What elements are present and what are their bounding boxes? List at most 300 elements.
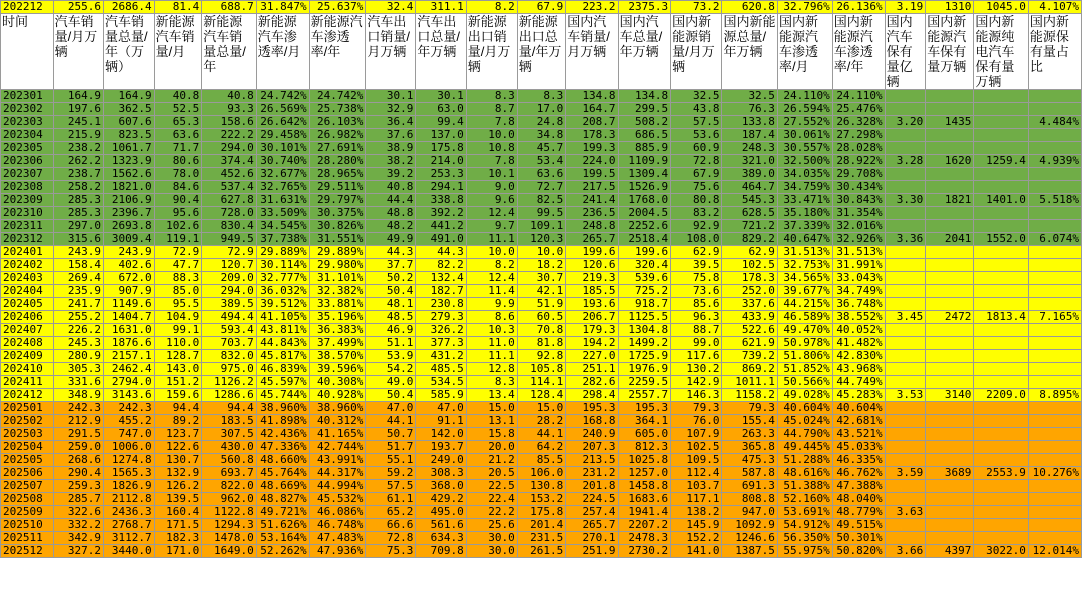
table-cell[interactable]: 122.6 bbox=[154, 441, 202, 454]
table-cell[interactable]: 49.445% bbox=[777, 441, 832, 454]
table-cell[interactable]: 238.2 bbox=[53, 142, 103, 155]
table-cell[interactable]: 607.6 bbox=[103, 116, 154, 129]
table-cell[interactable]: 305.3 bbox=[53, 363, 103, 376]
table-cell[interactable]: 3.20 bbox=[885, 116, 926, 129]
table-cell[interactable]: 45.283% bbox=[832, 389, 885, 402]
table-cell[interactable]: 95.6 bbox=[154, 207, 202, 220]
table-cell[interactable]: 2259.5 bbox=[618, 376, 671, 389]
table-cell[interactable]: 30.843% bbox=[832, 194, 885, 207]
table-cell[interactable]: 50.301% bbox=[832, 532, 885, 545]
table-cell[interactable]: 452.6 bbox=[202, 168, 257, 181]
table-cell[interactable]: 44.749% bbox=[832, 376, 885, 389]
table-cell[interactable]: 269.4 bbox=[53, 272, 103, 285]
table-cell[interactable]: 1725.9 bbox=[618, 350, 671, 363]
table-cell[interactable]: 92.8 bbox=[517, 350, 565, 363]
table-cell[interactable]: 25.476% bbox=[832, 103, 885, 116]
table-cell[interactable]: 103.7 bbox=[671, 480, 722, 493]
table-cell[interactable]: 227.0 bbox=[566, 350, 618, 363]
table-cell[interactable]: 182.3 bbox=[154, 532, 202, 545]
table-cell[interactable]: 32.9 bbox=[366, 103, 416, 116]
table-cell[interactable]: 8.7 bbox=[466, 103, 517, 116]
table-cell[interactable]: 81.4 bbox=[154, 1, 202, 14]
table-cell[interactable]: 199.5 bbox=[566, 168, 618, 181]
table-cell[interactable]: 342.9 bbox=[53, 532, 103, 545]
table-cell[interactable]: 537.4 bbox=[202, 181, 257, 194]
table-cell[interactable] bbox=[885, 220, 926, 233]
table-cell[interactable]: 42.681% bbox=[832, 415, 885, 428]
table-cell[interactable]: 137.0 bbox=[416, 129, 466, 142]
table-cell[interactable]: 1458.8 bbox=[618, 480, 671, 493]
table-cell[interactable]: 1309.4 bbox=[618, 168, 671, 181]
table-cell[interactable]: 178.3 bbox=[722, 272, 777, 285]
table-cell[interactable]: 1259.4 bbox=[974, 155, 1029, 168]
table-cell[interactable] bbox=[885, 428, 926, 441]
table-cell[interactable]: 123.7 bbox=[154, 428, 202, 441]
table-cell[interactable]: 12.8 bbox=[466, 363, 517, 376]
table-cell[interactable]: 32.382% bbox=[309, 285, 366, 298]
table-cell[interactable]: 50.978% bbox=[777, 337, 832, 350]
table-cell[interactable]: 54.2 bbox=[366, 363, 416, 376]
table-cell[interactable]: 907.9 bbox=[103, 285, 154, 298]
table-cell[interactable]: 45.597% bbox=[256, 376, 309, 389]
table-cell[interactable]: 37.738% bbox=[256, 233, 309, 246]
table-cell[interactable]: 491.0 bbox=[416, 233, 466, 246]
table-cell[interactable]: 24.742% bbox=[256, 90, 309, 103]
table-cell[interactable]: 71.7 bbox=[154, 142, 202, 155]
table-cell[interactable]: 21.2 bbox=[466, 454, 517, 467]
table-cell[interactable]: 80.8 bbox=[671, 194, 722, 207]
table-cell[interactable]: 441.2 bbox=[416, 220, 466, 233]
table-cell[interactable]: 5.518% bbox=[1028, 194, 1081, 207]
table-cell[interactable]: 47.0 bbox=[416, 402, 466, 415]
table-cell[interactable] bbox=[885, 168, 926, 181]
table-cell[interactable]: 76.3 bbox=[722, 103, 777, 116]
table-cell[interactable]: 433.9 bbox=[722, 311, 777, 324]
table-cell[interactable]: 38.570% bbox=[309, 350, 366, 363]
table-cell[interactable]: 522.6 bbox=[722, 324, 777, 337]
table-cell[interactable]: 1631.0 bbox=[103, 324, 154, 337]
table-cell[interactable] bbox=[974, 506, 1029, 519]
table-cell[interactable]: 294.1 bbox=[416, 181, 466, 194]
table-cell[interactable]: 104.9 bbox=[154, 311, 202, 324]
table-cell[interactable]: 39.5 bbox=[671, 259, 722, 272]
table-cell[interactable]: 44.317% bbox=[309, 467, 366, 480]
table-cell[interactable] bbox=[1028, 285, 1081, 298]
table-cell[interactable]: 242.3 bbox=[103, 402, 154, 415]
table-cell[interactable]: 2436.3 bbox=[103, 506, 154, 519]
table-cell[interactable]: 42.830% bbox=[832, 350, 885, 363]
table-cell[interactable]: 1304.8 bbox=[618, 324, 671, 337]
table-cell[interactable]: 7.165% bbox=[1028, 311, 1081, 324]
table-cell[interactable]: 51.7 bbox=[366, 441, 416, 454]
table-cell[interactable]: 47.336% bbox=[256, 441, 309, 454]
column-header-cell[interactable]: 新能源出口总量/年万辆 bbox=[517, 14, 565, 90]
table-cell[interactable]: 185.5 bbox=[566, 285, 618, 298]
table-cell[interactable]: 2004.5 bbox=[618, 207, 671, 220]
table-cell[interactable]: 365.8 bbox=[722, 441, 777, 454]
table-cell[interactable]: 290.4 bbox=[53, 467, 103, 480]
table-cell[interactable] bbox=[926, 493, 974, 506]
table-cell[interactable]: 79.3 bbox=[671, 402, 722, 415]
table-cell[interactable]: 326.2 bbox=[416, 324, 466, 337]
table-cell[interactable]: 3.53 bbox=[885, 389, 926, 402]
table-cell[interactable]: 141.0 bbox=[671, 545, 722, 558]
table-cell[interactable]: 50.566% bbox=[777, 376, 832, 389]
table-cell[interactable]: 64.2 bbox=[517, 441, 565, 454]
table-cell[interactable]: 8.3 bbox=[517, 90, 565, 103]
table-cell[interactable] bbox=[885, 350, 926, 363]
table-cell[interactable]: 53.164% bbox=[256, 532, 309, 545]
table-cell[interactable]: 2693.8 bbox=[103, 220, 154, 233]
table-cell[interactable]: 621.9 bbox=[722, 337, 777, 350]
table-cell[interactable] bbox=[1028, 168, 1081, 181]
table-cell[interactable]: 949.5 bbox=[202, 233, 257, 246]
table-cell[interactable]: 40.604% bbox=[777, 402, 832, 415]
table-cell[interactable]: 45.024% bbox=[777, 415, 832, 428]
table-cell[interactable]: 321.0 bbox=[722, 155, 777, 168]
table-cell[interactable] bbox=[974, 454, 1029, 467]
table-cell[interactable]: 8.3 bbox=[466, 90, 517, 103]
table-cell[interactable]: 2768.7 bbox=[103, 519, 154, 532]
table-cell[interactable]: 22.5 bbox=[466, 480, 517, 493]
table-cell[interactable]: 37.7 bbox=[366, 259, 416, 272]
table-cell[interactable]: 1092.9 bbox=[722, 519, 777, 532]
table-cell[interactable]: 245.1 bbox=[53, 116, 103, 129]
row-period-cell[interactable]: 202507 bbox=[1, 480, 54, 493]
table-cell[interactable]: 40.052% bbox=[832, 324, 885, 337]
table-cell[interactable]: 94.4 bbox=[202, 402, 257, 415]
table-cell[interactable]: 82.2 bbox=[416, 259, 466, 272]
table-cell[interactable]: 628.5 bbox=[722, 207, 777, 220]
table-cell[interactable]: 10.8 bbox=[466, 142, 517, 155]
table-cell[interactable]: 133.8 bbox=[722, 116, 777, 129]
table-cell[interactable]: 46.335% bbox=[832, 454, 885, 467]
table-cell[interactable] bbox=[974, 402, 1029, 415]
table-cell[interactable] bbox=[1028, 246, 1081, 259]
table-cell[interactable]: 48.827% bbox=[256, 493, 309, 506]
table-cell[interactable]: 51.806% bbox=[777, 350, 832, 363]
table-cell[interactable]: 48.1 bbox=[366, 298, 416, 311]
table-cell[interactable]: 51.852% bbox=[777, 363, 832, 376]
table-cell[interactable]: 99.4 bbox=[416, 116, 466, 129]
table-cell[interactable]: 4.939% bbox=[1028, 155, 1081, 168]
table-cell[interactable]: 33.509% bbox=[256, 207, 309, 220]
table-cell[interactable]: 47.936% bbox=[309, 545, 366, 558]
table-cell[interactable]: 193.7 bbox=[416, 441, 466, 454]
table-cell[interactable]: 50.4 bbox=[366, 285, 416, 298]
row-period-cell[interactable]: 202302 bbox=[1, 103, 54, 116]
column-header-cell[interactable]: 汽车销量/月万辆 bbox=[53, 14, 103, 90]
table-cell[interactable]: 40.8 bbox=[154, 90, 202, 103]
table-cell[interactable]: 265.7 bbox=[566, 519, 618, 532]
table-cell[interactable]: 268.6 bbox=[53, 454, 103, 467]
table-cell[interactable]: 206.7 bbox=[566, 311, 618, 324]
table-cell[interactable]: 2472 bbox=[926, 311, 974, 324]
table-cell[interactable]: 15.0 bbox=[517, 402, 565, 415]
table-cell[interactable]: 29.708% bbox=[832, 168, 885, 181]
table-cell[interactable] bbox=[926, 441, 974, 454]
table-cell[interactable]: 158.4 bbox=[53, 259, 103, 272]
table-cell[interactable]: 258.2 bbox=[53, 181, 103, 194]
table-cell[interactable]: 265.7 bbox=[566, 233, 618, 246]
table-cell[interactable]: 59.2 bbox=[366, 467, 416, 480]
table-cell[interactable]: 22.2 bbox=[466, 506, 517, 519]
table-cell[interactable]: 243.9 bbox=[103, 246, 154, 259]
table-cell[interactable]: 72.7 bbox=[517, 181, 565, 194]
table-cell[interactable]: 48.660% bbox=[256, 454, 309, 467]
table-cell[interactable]: 96.3 bbox=[671, 311, 722, 324]
table-cell[interactable]: 9.0 bbox=[466, 181, 517, 194]
table-cell[interactable]: 52.5 bbox=[154, 103, 202, 116]
table-cell[interactable]: 327.2 bbox=[53, 545, 103, 558]
table-cell[interactable]: 10.0 bbox=[517, 246, 565, 259]
table-cell[interactable] bbox=[1028, 324, 1081, 337]
table-cell[interactable]: 128.7 bbox=[154, 350, 202, 363]
table-cell[interactable]: 885.9 bbox=[618, 142, 671, 155]
table-cell[interactable] bbox=[1028, 415, 1081, 428]
table-cell[interactable]: 224.5 bbox=[566, 493, 618, 506]
table-cell[interactable]: 703.7 bbox=[202, 337, 257, 350]
table-cell[interactable]: 1061.7 bbox=[103, 142, 154, 155]
table-cell[interactable]: 26.136% bbox=[832, 1, 885, 14]
table-cell[interactable]: 545.3 bbox=[722, 194, 777, 207]
table-cell[interactable]: 1294.3 bbox=[202, 519, 257, 532]
table-cell[interactable]: 1565.3 bbox=[103, 467, 154, 480]
table-cell[interactable]: 1310 bbox=[926, 1, 974, 14]
table-cell[interactable]: 178.3 bbox=[566, 129, 618, 142]
table-cell[interactable]: 194.2 bbox=[566, 337, 618, 350]
table-cell[interactable]: 42.436% bbox=[256, 428, 309, 441]
table-cell[interactable]: 52.262% bbox=[256, 545, 309, 558]
table-cell[interactable]: 686.5 bbox=[618, 129, 671, 142]
table-cell[interactable]: 119.1 bbox=[154, 233, 202, 246]
table-cell[interactable]: 3.36 bbox=[885, 233, 926, 246]
table-cell[interactable]: 560.8 bbox=[202, 454, 257, 467]
table-cell[interactable] bbox=[885, 376, 926, 389]
table-cell[interactable]: 102.5 bbox=[671, 441, 722, 454]
table-cell[interactable] bbox=[974, 220, 1029, 233]
table-cell[interactable]: 248.3 bbox=[722, 142, 777, 155]
column-header-cell[interactable]: 新能源汽车销量/月 bbox=[154, 14, 202, 90]
table-cell[interactable]: 99.0 bbox=[671, 337, 722, 350]
table-cell[interactable]: 29.889% bbox=[256, 246, 309, 259]
table-cell[interactable]: 63.6 bbox=[154, 129, 202, 142]
row-period-cell[interactable]: 202401 bbox=[1, 246, 54, 259]
table-cell[interactable]: 374.4 bbox=[202, 155, 257, 168]
table-cell[interactable]: 117.1 bbox=[671, 493, 722, 506]
row-period-cell[interactable]: 202505 bbox=[1, 454, 54, 467]
table-cell[interactable]: 2106.9 bbox=[103, 194, 154, 207]
table-cell[interactable]: 238.7 bbox=[53, 168, 103, 181]
table-cell[interactable]: 1941.4 bbox=[618, 506, 671, 519]
table-cell[interactable] bbox=[926, 350, 974, 363]
row-period-cell[interactable]: 202501 bbox=[1, 402, 54, 415]
table-cell[interactable]: 2252.6 bbox=[618, 220, 671, 233]
table-cell[interactable]: 66.6 bbox=[366, 519, 416, 532]
table-cell[interactable]: 85.5 bbox=[517, 454, 565, 467]
table-cell[interactable] bbox=[926, 519, 974, 532]
table-cell[interactable] bbox=[1028, 207, 1081, 220]
table-cell[interactable]: 691.3 bbox=[722, 480, 777, 493]
table-cell[interactable]: 28.028% bbox=[832, 142, 885, 155]
table-cell[interactable]: 73.6 bbox=[671, 285, 722, 298]
table-cell[interactable]: 47.0 bbox=[366, 402, 416, 415]
table-cell[interactable]: 1620 bbox=[926, 155, 974, 168]
table-cell[interactable]: 13.4 bbox=[466, 389, 517, 402]
table-cell[interactable]: 2462.4 bbox=[103, 363, 154, 376]
table-cell[interactable] bbox=[926, 259, 974, 272]
table-cell[interactable] bbox=[885, 259, 926, 272]
table-cell[interactable]: 95.5 bbox=[154, 298, 202, 311]
table-cell[interactable]: 29.980% bbox=[309, 259, 366, 272]
table-cell[interactable]: 35.196% bbox=[309, 311, 366, 324]
table-cell[interactable]: 285.3 bbox=[53, 207, 103, 220]
table-cell[interactable]: 243.9 bbox=[53, 246, 103, 259]
table-cell[interactable]: 85.6 bbox=[671, 298, 722, 311]
table-cell[interactable] bbox=[885, 493, 926, 506]
table-cell[interactable] bbox=[1028, 103, 1081, 116]
table-cell[interactable] bbox=[974, 350, 1029, 363]
table-cell[interactable]: 164.9 bbox=[53, 90, 103, 103]
table-cell[interactable]: 1821 bbox=[926, 194, 974, 207]
column-header-cell[interactable]: 国内汽车销量/月万辆 bbox=[566, 14, 618, 90]
table-cell[interactable]: 1526.9 bbox=[618, 181, 671, 194]
table-cell[interactable]: 709.8 bbox=[416, 545, 466, 558]
table-cell[interactable]: 2209.0 bbox=[974, 389, 1029, 402]
table-cell[interactable]: 145.9 bbox=[671, 519, 722, 532]
table-cell[interactable]: 2557.7 bbox=[618, 389, 671, 402]
table-cell[interactable]: 24.110% bbox=[832, 90, 885, 103]
column-header-cell[interactable]: 汽车销量总量/年（万辆） bbox=[103, 14, 154, 90]
row-period-cell[interactable]: 202310 bbox=[1, 207, 54, 220]
table-cell[interactable]: 81.8 bbox=[517, 337, 565, 350]
table-cell[interactable] bbox=[1028, 129, 1081, 142]
table-cell[interactable] bbox=[926, 298, 974, 311]
table-cell[interactable]: 1683.6 bbox=[618, 493, 671, 506]
table-cell[interactable]: 208.7 bbox=[566, 116, 618, 129]
table-cell[interactable]: 79.3 bbox=[722, 402, 777, 415]
table-cell[interactable]: 175.8 bbox=[517, 506, 565, 519]
table-cell[interactable]: 48.2 bbox=[366, 220, 416, 233]
table-cell[interactable]: 109.1 bbox=[517, 220, 565, 233]
table-cell[interactable]: 27.298% bbox=[832, 129, 885, 142]
table-cell[interactable]: 30.826% bbox=[309, 220, 366, 233]
table-cell[interactable]: 120.3 bbox=[517, 233, 565, 246]
table-cell[interactable] bbox=[926, 415, 974, 428]
table-cell[interactable]: 11.1 bbox=[466, 233, 517, 246]
table-cell[interactable]: 120.6 bbox=[566, 259, 618, 272]
table-cell[interactable]: 270.1 bbox=[566, 532, 618, 545]
table-cell[interactable]: 2553.9 bbox=[974, 467, 1029, 480]
table-cell[interactable]: 142.0 bbox=[416, 428, 466, 441]
table-cell[interactable]: 1552.0 bbox=[974, 233, 1029, 246]
table-cell[interactable] bbox=[885, 181, 926, 194]
table-cell[interactable] bbox=[1028, 90, 1081, 103]
column-header-cell[interactable]: 汽车出口销量/月万辆 bbox=[366, 14, 416, 90]
table-cell[interactable]: 110.0 bbox=[154, 337, 202, 350]
table-cell[interactable]: 1435 bbox=[926, 116, 974, 129]
table-cell[interactable] bbox=[1028, 298, 1081, 311]
table-cell[interactable]: 9.9 bbox=[466, 298, 517, 311]
table-cell[interactable]: 869.2 bbox=[722, 363, 777, 376]
table-cell[interactable]: 402.6 bbox=[103, 259, 154, 272]
table-cell[interactable]: 43.8 bbox=[671, 103, 722, 116]
table-cell[interactable]: 134.8 bbox=[618, 90, 671, 103]
table-cell[interactable]: 43.521% bbox=[832, 428, 885, 441]
table-cell[interactable]: 48.040% bbox=[832, 493, 885, 506]
table-cell[interactable]: 30.375% bbox=[309, 207, 366, 220]
table-cell[interactable] bbox=[885, 441, 926, 454]
row-period-cell[interactable]: 202411 bbox=[1, 376, 54, 389]
table-cell[interactable]: 67.9 bbox=[517, 1, 565, 14]
table-cell[interactable] bbox=[885, 519, 926, 532]
table-cell[interactable]: 620.8 bbox=[722, 1, 777, 14]
table-cell[interactable]: 240.9 bbox=[566, 428, 618, 441]
table-cell[interactable]: 261.5 bbox=[517, 545, 565, 558]
table-cell[interactable]: 44.1 bbox=[366, 415, 416, 428]
table-cell[interactable]: 975.0 bbox=[202, 363, 257, 376]
table-cell[interactable]: 153.2 bbox=[517, 493, 565, 506]
table-cell[interactable]: 297.0 bbox=[53, 220, 103, 233]
table-cell[interactable]: 26.569% bbox=[256, 103, 309, 116]
table-cell[interactable] bbox=[974, 337, 1029, 350]
row-period-cell[interactable]: 202508 bbox=[1, 493, 54, 506]
table-cell[interactable]: 146.3 bbox=[671, 389, 722, 402]
table-cell[interactable]: 245.3 bbox=[53, 337, 103, 350]
table-cell[interactable] bbox=[926, 363, 974, 376]
table-cell[interactable]: 3.45 bbox=[885, 311, 926, 324]
table-cell[interactable] bbox=[974, 285, 1029, 298]
table-cell[interactable]: 331.6 bbox=[53, 376, 103, 389]
table-cell[interactable]: 294.0 bbox=[202, 142, 257, 155]
table-cell[interactable]: 45.033% bbox=[832, 441, 885, 454]
table-cell[interactable]: 31.513% bbox=[832, 246, 885, 259]
table-cell[interactable]: 294.0 bbox=[202, 285, 257, 298]
table-cell[interactable]: 32.753% bbox=[777, 259, 832, 272]
row-period-cell[interactable]: 202308 bbox=[1, 181, 54, 194]
table-cell[interactable] bbox=[974, 324, 1029, 337]
table-cell[interactable]: 747.0 bbox=[103, 428, 154, 441]
table-cell[interactable]: 585.9 bbox=[416, 389, 466, 402]
table-cell[interactable]: 249.0 bbox=[416, 454, 466, 467]
table-cell[interactable]: 37.499% bbox=[309, 337, 366, 350]
table-cell[interactable]: 28.965% bbox=[309, 168, 366, 181]
table-cell[interactable]: 44.3 bbox=[416, 246, 466, 259]
table-cell[interactable]: 45.7 bbox=[517, 142, 565, 155]
table-cell[interactable]: 728.0 bbox=[202, 207, 257, 220]
table-cell[interactable] bbox=[974, 129, 1029, 142]
table-cell[interactable]: 126.2 bbox=[154, 480, 202, 493]
table-cell[interactable]: 47.388% bbox=[832, 480, 885, 493]
table-cell[interactable]: 56.350% bbox=[777, 532, 832, 545]
table-cell[interactable]: 11.4 bbox=[466, 285, 517, 298]
table-cell[interactable] bbox=[885, 142, 926, 155]
table-cell[interactable]: 1499.2 bbox=[618, 337, 671, 350]
row-period-cell[interactable]: 202509 bbox=[1, 506, 54, 519]
table-cell[interactable] bbox=[885, 363, 926, 376]
table-cell[interactable]: 39.677% bbox=[777, 285, 832, 298]
table-cell[interactable]: 38.960% bbox=[256, 402, 309, 415]
table-cell[interactable]: 693.7 bbox=[202, 467, 257, 480]
row-period-cell[interactable]: 202309 bbox=[1, 194, 54, 207]
column-header-cell[interactable]: 新能源汽车销量总量/年 bbox=[202, 14, 257, 90]
table-cell[interactable]: 168.8 bbox=[566, 415, 618, 428]
table-cell[interactable]: 120.7 bbox=[202, 259, 257, 272]
table-cell[interactable]: 70.8 bbox=[517, 324, 565, 337]
table-cell[interactable] bbox=[926, 90, 974, 103]
table-cell[interactable] bbox=[885, 207, 926, 220]
table-cell[interactable]: 485.5 bbox=[416, 363, 466, 376]
